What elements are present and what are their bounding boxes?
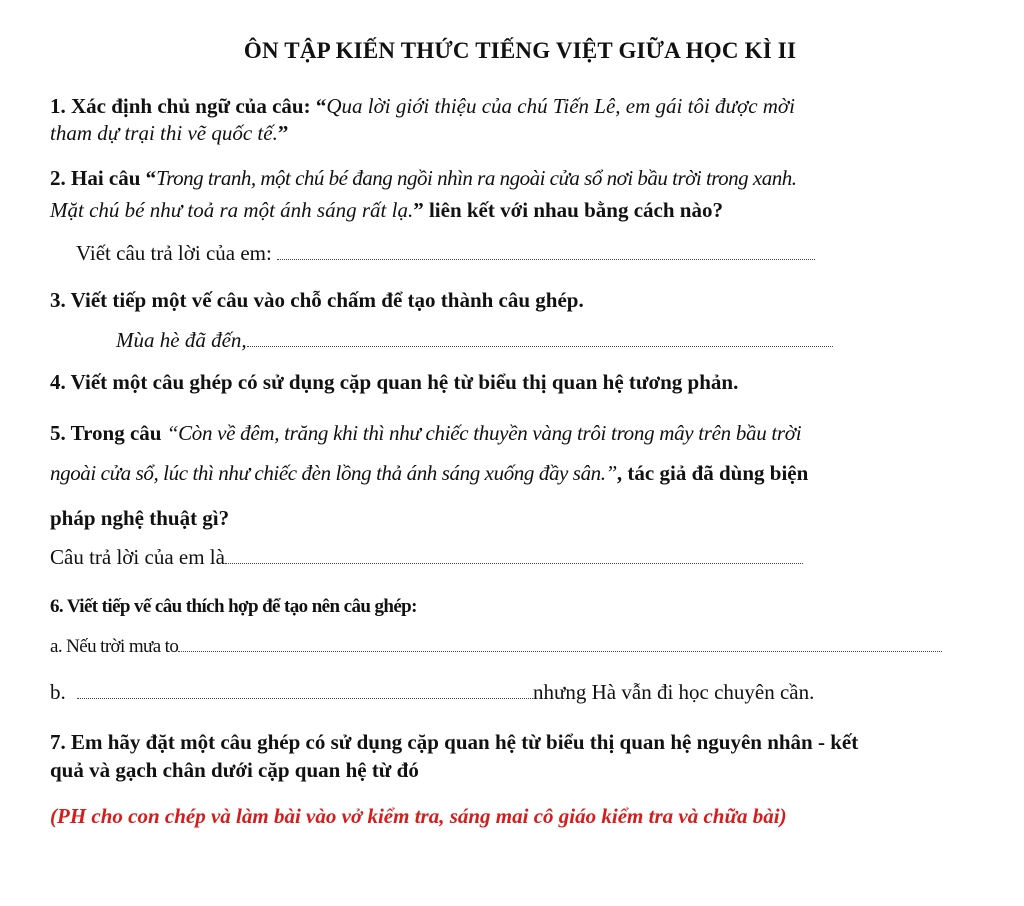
q5-tail2: pháp nghệ thuật gì? (50, 506, 230, 530)
q2-tail: liên kết với nhau bằng cách nào? (428, 198, 723, 222)
q1-quote-line1: Qua lời giới thiệu của chú Tiến Lê, em gái tôi được mời (326, 94, 795, 118)
q1-quote-close: ” (277, 121, 289, 145)
q6a-prompt: a. Nếu trời mưa to (50, 636, 179, 657)
q7-line2: quả và gạch chân dưới cặp quan hệ từ đó (50, 758, 419, 782)
q6b-answer-blank[interactable] (77, 684, 533, 699)
q2-line2 (50, 198, 723, 223)
q5-line2 (50, 461, 808, 486)
q2-quote-open: “ (145, 166, 157, 190)
q6b-suffix: nhưng Hà vẫn đi học chuyên cần. (533, 680, 815, 704)
q1-line1 (50, 94, 795, 119)
parent-note: (PH cho con chép và làm bài vào vở kiểm tra, sáng mai cô giáo kiểm tra và chữa bài) (50, 804, 787, 828)
q6b-row (50, 680, 814, 705)
q3-answer-row (116, 328, 833, 353)
q1-line2 (50, 121, 288, 146)
q2-answer-row (76, 241, 815, 266)
q1-label: 1. Xác định chủ ngữ của câu: (50, 94, 311, 118)
q4-label: 4. Viết một câu ghép có sử dụng cặp quan hệ từ biểu thị quan hệ tương phản. (50, 370, 739, 394)
q5-answer-row (50, 545, 803, 570)
q1-quote-open: “ (315, 94, 327, 118)
q2-answer-prompt: Viết câu trả lời của em: (76, 241, 272, 265)
q5-tail1: , tác giả đã dùng biện (616, 461, 809, 485)
q1-quote-line2: tham dự trại thi vẽ quốc tế. (50, 121, 278, 145)
q2-quote-line1: Trong tranh, một chú bé đang ngồi nhìn ra ngoài cửa sổ nơi bầu trời trong xanh. (156, 166, 797, 190)
q3-prompt: Mùa hè đã đến, (116, 328, 247, 352)
q6-label: 6. Viết tiếp vế câu thích hợp để tạo nên câu ghép: (50, 596, 417, 617)
worksheet-title: ÔN TẬP KIẾN THỨC TIẾNG VIỆT GIỮA HỌC KÌ II (243, 38, 797, 63)
q5-quote-line2: ngoài cửa sổ, lúc thì như chiếc đèn lồng thả ánh sáng xuống đầy sân.” (50, 461, 617, 485)
q2-answer-blank[interactable] (277, 245, 815, 260)
q2-quote-line2: Mặt chú bé như toả ra một ánh sáng rất lạ. (50, 198, 414, 222)
q5-answer-blank[interactable] (225, 549, 803, 564)
q5-label: 5. Trong câu (50, 421, 162, 445)
q2-line1 (50, 166, 797, 191)
q3-label: 3. Viết tiếp một vế câu vào chỗ chấm để tạo thành câu ghép. (50, 288, 584, 312)
q2-label: 2. Hai câu (50, 166, 141, 190)
q7-line1: 7. Em hãy đặt một câu ghép có sử dụng cặp quan hệ từ biểu thị quan hệ nguyên nhân - kết (50, 730, 859, 754)
q5-quote-line1: “Còn về đêm, trăng khi thì như chiếc thuyền vàng trôi trong mây trên bầu trời (166, 421, 802, 445)
q2-quote-close: ” (413, 198, 424, 222)
q6b-prefix: b. (50, 680, 66, 704)
q3-answer-blank[interactable] (247, 332, 833, 347)
q6a-row (50, 636, 942, 658)
q6a-answer-blank[interactable] (178, 637, 942, 652)
q5-line1 (50, 421, 801, 446)
q5-answer-prompt: Câu trả lời của em là (50, 545, 225, 569)
